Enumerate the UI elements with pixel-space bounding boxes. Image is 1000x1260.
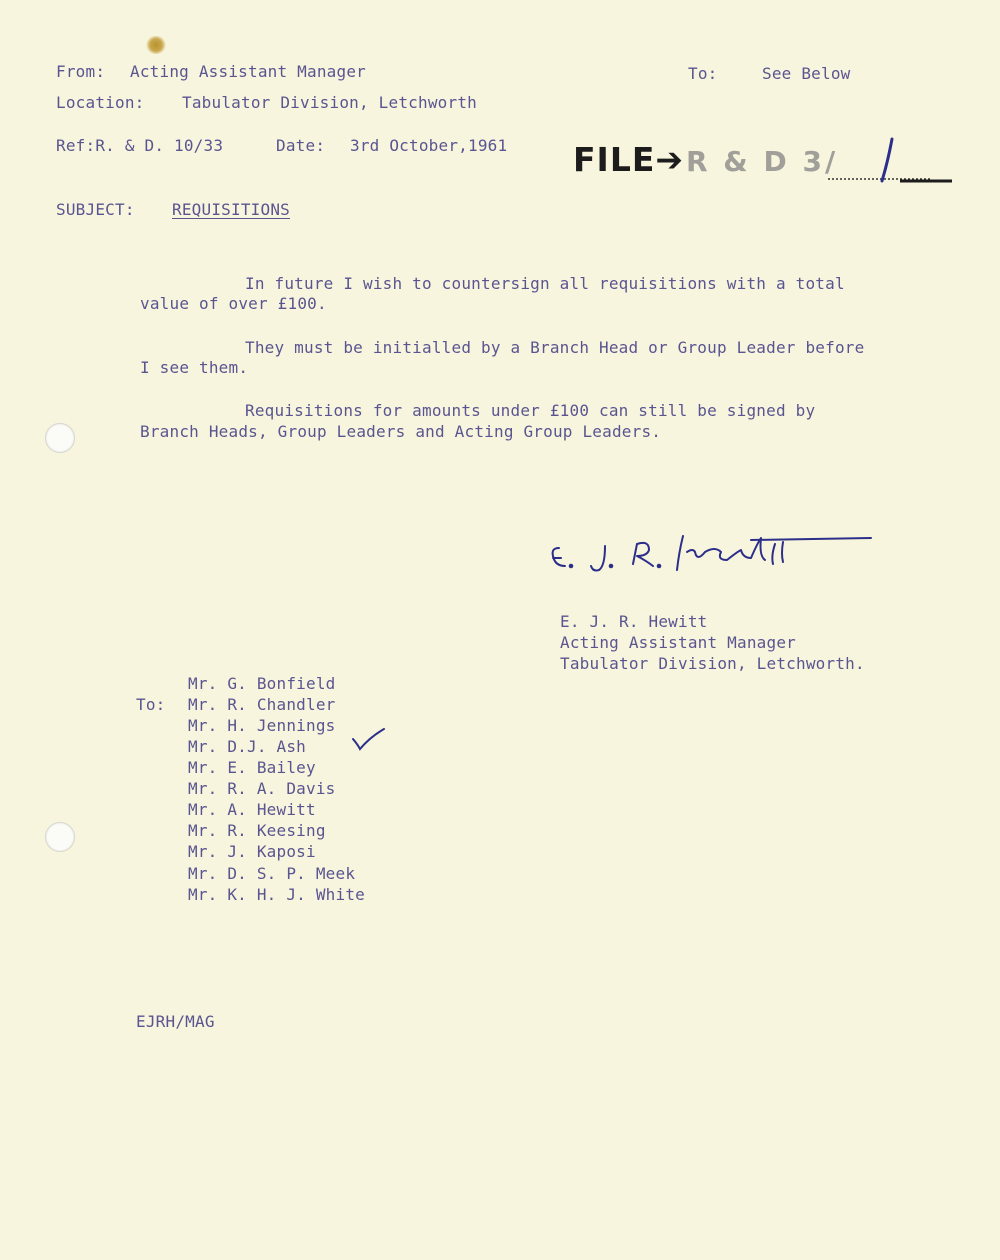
- recipient: Mr. A. Hewitt: [188, 800, 316, 819]
- signatory-name: E. J. R. Hewitt: [560, 612, 708, 631]
- punch-hole-top: [45, 423, 75, 453]
- from-value: Acting Assistant Manager: [130, 62, 366, 81]
- body-paragraph-3-line-1: Requisitions for amounts under £100 can still be signed by: [245, 401, 816, 420]
- recipient: Mr. G. Bonfield: [188, 674, 336, 693]
- arrow-right-icon: ➔: [655, 140, 685, 179]
- date-value: 3rd October,1961: [350, 136, 508, 155]
- file-stamp-label: FILE: [573, 140, 656, 179]
- recipient: Mr. J. Kaposi: [188, 842, 316, 861]
- location-value: Tabulator Division, Letchworth: [182, 93, 477, 112]
- file-stamp: [573, 140, 684, 179]
- recipient: Mr. R. Chandler: [188, 695, 336, 714]
- punch-hole-bottom: [45, 822, 75, 852]
- body-paragraph-2-line-2: I see them.: [140, 358, 249, 377]
- body-paragraph-2-line-1: They must be initialled by a Branch Head or Group Leader before: [245, 338, 865, 357]
- recipient: Mr. R. A. Davis: [188, 779, 336, 798]
- recipient: Mr. K. H. J. White: [188, 885, 365, 904]
- to-label: To:: [688, 64, 718, 83]
- from-label: From:: [56, 62, 106, 81]
- signatory-division: Tabulator Division, Letchworth.: [560, 654, 865, 673]
- recipient: Mr. D. S. P. Meek: [188, 864, 356, 883]
- subject-label: SUBJECT:: [56, 200, 135, 219]
- recipient: Mr. R. Keesing: [188, 821, 326, 840]
- signatory-title: Acting Assistant Manager: [560, 633, 796, 652]
- handwritten-signature: [545, 522, 885, 582]
- file-stamp-reference: R & D 3/: [686, 145, 839, 178]
- checkmark-icon: [350, 727, 390, 753]
- recipient: Mr. D.J. Ash: [188, 737, 306, 756]
- paper-stain: [146, 36, 166, 54]
- body-paragraph-1-line-2: value of over £100.: [140, 294, 327, 313]
- to-value: See Below: [762, 64, 851, 83]
- reference-number: Ref:R. & D. 10/33: [56, 136, 224, 155]
- file-number-handwriting: [820, 135, 960, 191]
- recipient: Mr. H. Jennings: [188, 716, 336, 735]
- body-paragraph-3-line-2: Branch Heads, Group Leaders and Acting Group Leaders.: [140, 422, 662, 441]
- recipient: Mr. E. Bailey: [188, 758, 316, 777]
- subject-value: REQUISITIONS: [172, 200, 290, 219]
- location-label: Location:: [56, 93, 145, 112]
- reference-initials: EJRH/MAG: [136, 1012, 215, 1031]
- date-label: Date:: [276, 136, 326, 155]
- body-paragraph-1-line-1: In future I wish to countersign all requisitions with a total: [245, 274, 845, 293]
- distribution-to-label: To:: [136, 695, 166, 714]
